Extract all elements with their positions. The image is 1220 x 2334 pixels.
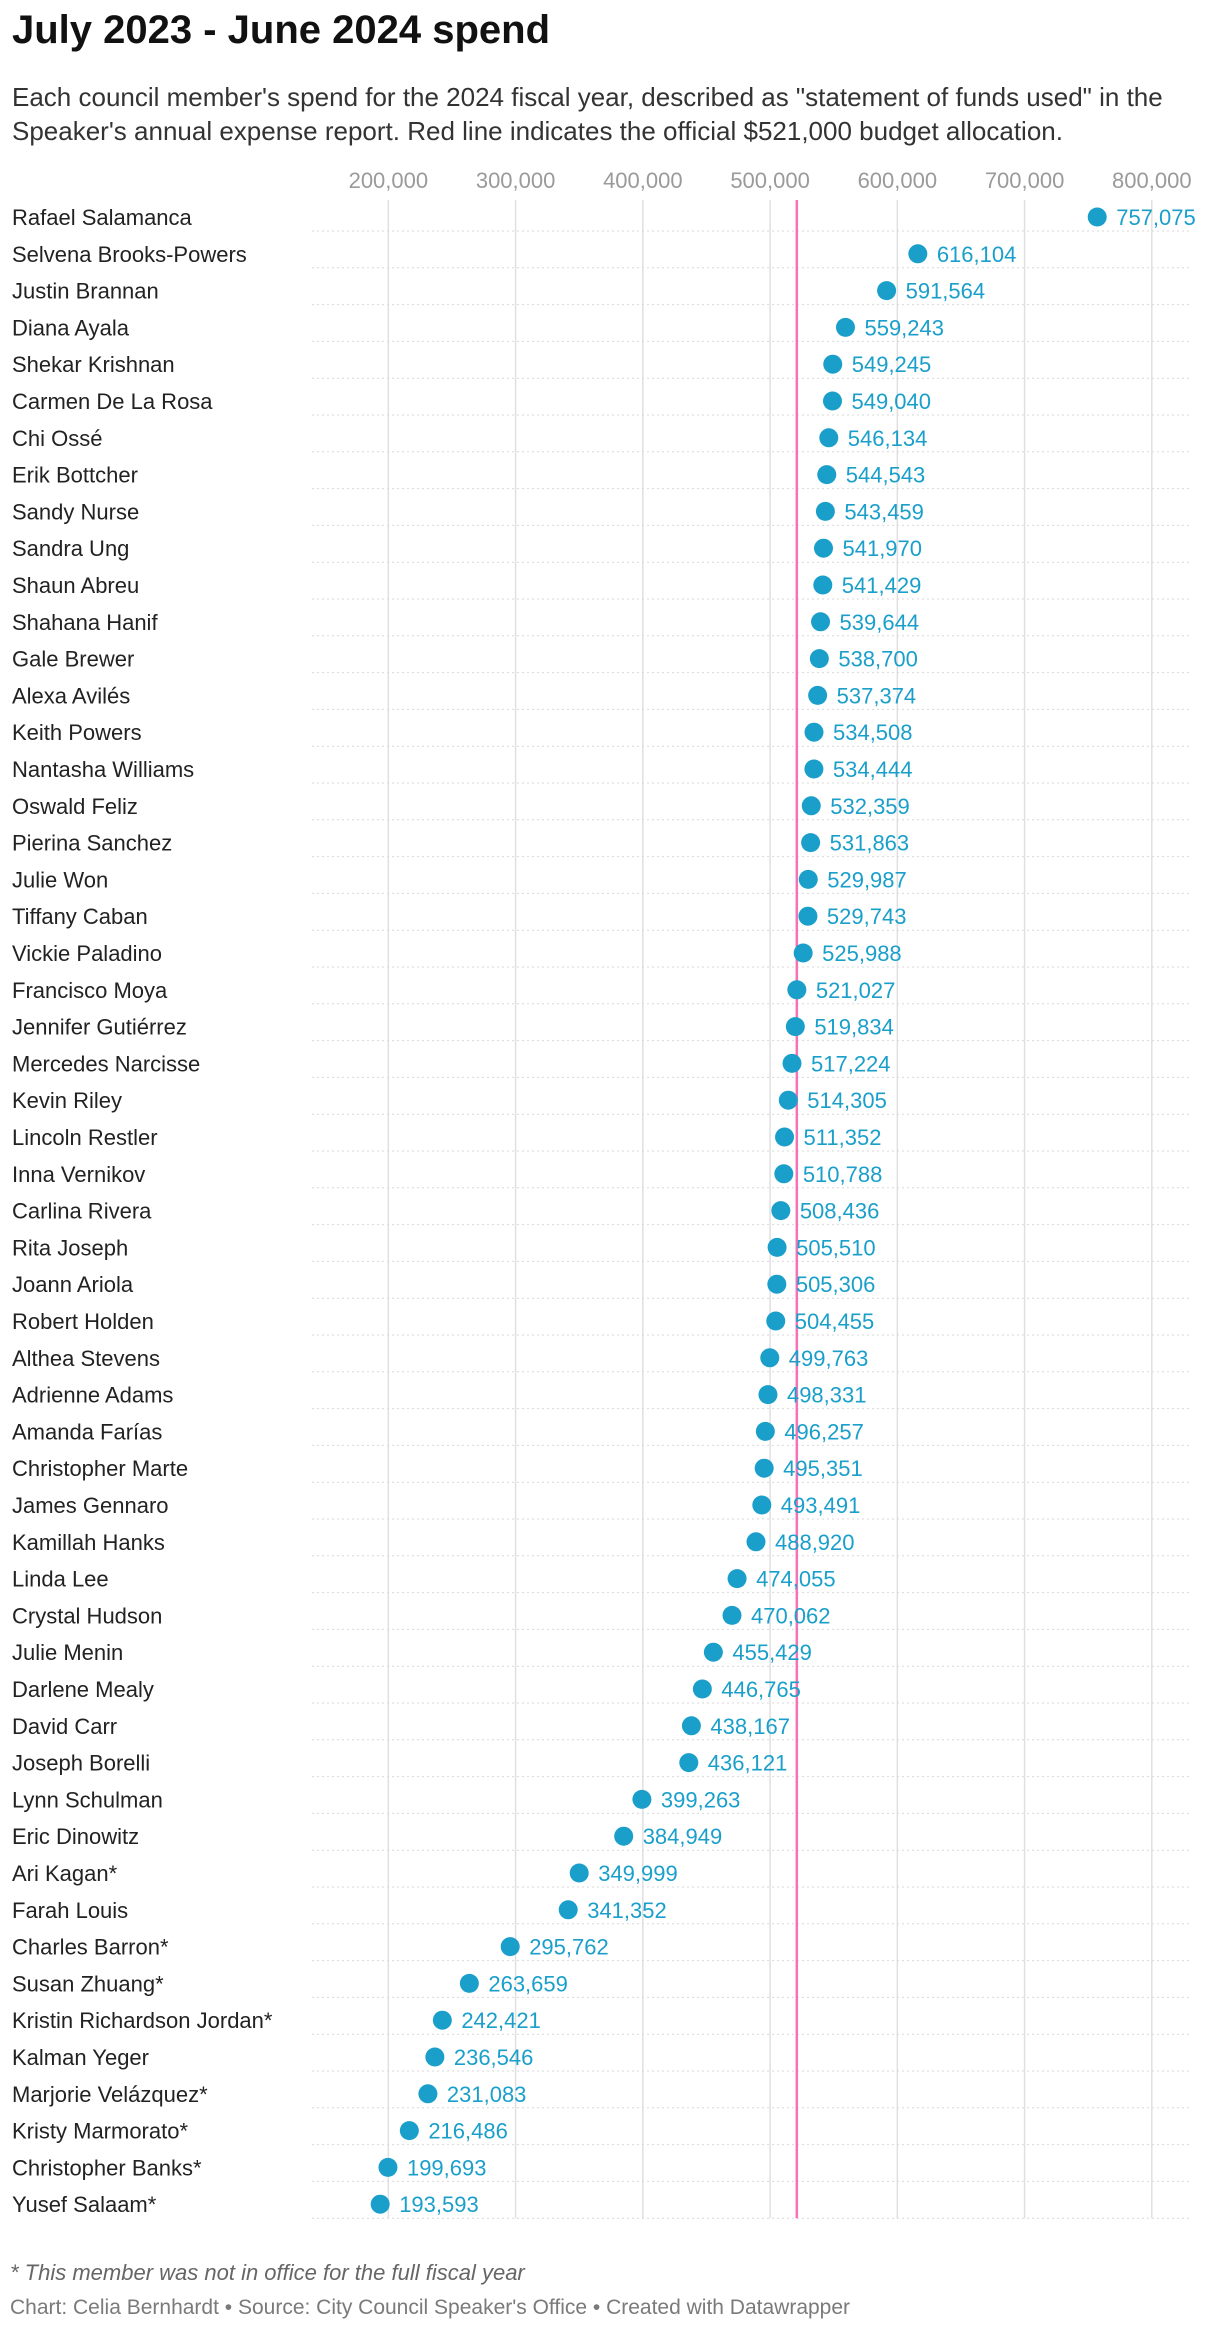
data-point (877, 281, 896, 300)
data-label: 539,644 (839, 609, 920, 635)
data-point (755, 1459, 774, 1478)
data-point (804, 723, 823, 742)
row-name-label: Shaun Abreu (12, 573, 140, 598)
data-point (771, 1201, 790, 1220)
row-name-label: Jennifer Gutiérrez (12, 1014, 187, 1040)
data-point (816, 502, 835, 521)
data-label: 295,762 (529, 1934, 609, 1960)
data-point (813, 576, 832, 595)
data-point (682, 1716, 701, 1735)
row-name-label: Joann Ariola (12, 1272, 134, 1298)
data-label: 438,167 (710, 1713, 790, 1739)
row-name-label: Kamillah Hanks (12, 1529, 165, 1555)
data-label: 543,459 (844, 499, 924, 525)
data-point (819, 428, 838, 447)
data-point (679, 1753, 698, 1772)
data-point (786, 1017, 805, 1036)
data-label: 493,491 (780, 1493, 861, 1518)
row-name-label: Kevin Riley (12, 1088, 123, 1114)
data-point (908, 244, 927, 263)
data-label: 529,743 (826, 904, 907, 930)
row-name-label: Shahana Hanif (12, 609, 158, 635)
row-name-label: Lynn Schulman (12, 1787, 163, 1813)
row-name-label: Joseph Borelli (12, 1750, 151, 1776)
data-point (693, 1680, 712, 1699)
data-point (400, 2121, 419, 2140)
data-label: 541,429 (841, 573, 922, 598)
data-point (802, 796, 821, 815)
x-tick-label: 200,000 (348, 168, 429, 193)
data-point (817, 465, 836, 484)
row-name-label: Carlina Rivera (12, 1198, 152, 1224)
row-name-label: James Gennaro (12, 1493, 169, 1518)
data-label: 399,263 (660, 1787, 741, 1813)
row-name-label: Darlene Mealy (12, 1677, 154, 1702)
data-label: 531,863 (829, 830, 910, 856)
data-label: 534,508 (832, 720, 913, 746)
row-name-label: Yusef Salaam* (12, 2192, 157, 2218)
chart-subtitle: Each council member's spend for the 2024 fiscal year, described as "statement of funds used" in the Speaker's annual expense report. Red line indicates the official $521,000 budget allocation. (12, 82, 1163, 146)
row-name-label: Inna Vernikov (12, 1161, 146, 1187)
data-point (799, 870, 818, 889)
data-label: 384,949 (642, 1824, 723, 1850)
data-point (1088, 208, 1107, 227)
row-name-label: Sandy Nurse (12, 499, 140, 525)
data-label: 263,659 (488, 1971, 568, 1997)
data-label: 514,305 (807, 1088, 887, 1114)
data-point (810, 649, 829, 668)
data-label: 505,306 (795, 1272, 876, 1298)
data-label: 499,763 (788, 1345, 869, 1371)
data-label: 549,245 (851, 352, 932, 378)
row-name-label: Gale Brewer (12, 646, 135, 672)
data-point (704, 1643, 723, 1662)
row-name-label: Marjorie Velázquez* (12, 2081, 208, 2107)
data-point (760, 1348, 779, 1367)
data-label: 519,834 (814, 1014, 894, 1040)
x-tick-label: 500,000 (730, 168, 810, 193)
row-name-label: Sandra Ung (12, 536, 130, 562)
data-point (823, 355, 842, 374)
row-name-label: Kristy Marmorato* (12, 2118, 189, 2144)
data-point (774, 1164, 793, 1183)
data-point (768, 1238, 787, 1257)
data-label: 498,331 (786, 1382, 867, 1408)
data-label: 474,055 (756, 1566, 836, 1592)
data-label: 525,988 (822, 941, 902, 966)
row-name-label: Carmen De La Rosa (12, 389, 213, 414)
data-point (460, 1974, 479, 1993)
row-name-label: Diana Ayala (12, 315, 130, 341)
data-label: 470,062 (750, 1603, 831, 1629)
row-name-label: Christopher Marte (12, 1456, 189, 1482)
data-label: 216,486 (428, 2118, 508, 2144)
row-name-label: Crystal Hudson (12, 1603, 163, 1629)
row-name-label: Rita Joseph (12, 1235, 129, 1261)
row-name-label: Charles Barron* (12, 1934, 169, 1960)
row-name-label: Francisco Moya (12, 977, 168, 1003)
credits-footer: Chart: Celia Bernhardt • Source: City Council Speaker's Office • Created with Datawrapper (10, 2296, 851, 2319)
chart-title: July 2023 - June 2024 spend (12, 8, 551, 52)
data-label: 544,543 (845, 462, 926, 488)
data-point (378, 2158, 397, 2177)
data-point (371, 2195, 390, 2214)
row-name-label: Tiffany Caban (12, 904, 148, 930)
row-name-label: Rafael Salamanca (12, 205, 192, 230)
row-name-label: Kristin Richardson Jordan* (12, 2008, 273, 2034)
data-label: 538,700 (838, 646, 918, 672)
data-label: 529,987 (827, 867, 907, 893)
row-name-label: Kalman Yeger (12, 2045, 149, 2070)
data-point (501, 1937, 520, 1956)
data-point (767, 1275, 786, 1294)
data-point (823, 392, 842, 411)
row-name-label: Julie Menin (12, 1640, 124, 1666)
data-point (570, 1864, 589, 1883)
data-label: 508,436 (799, 1198, 880, 1224)
data-point (808, 686, 827, 705)
row-name-label: Amanda Farías (12, 1419, 163, 1445)
data-label: 541,970 (842, 536, 923, 562)
footnote: * This member was not in office for the full fiscal year (10, 2260, 525, 2285)
row-name-label: Erik Bottcher (12, 462, 138, 488)
data-point (418, 2084, 437, 2103)
data-label: 349,999 (598, 1861, 678, 1886)
data-label: 559,243 (864, 315, 945, 341)
data-point (756, 1422, 775, 1441)
row-name-label: Mercedes Narcisse (12, 1051, 201, 1077)
row-name-label: Farah Louis (12, 1897, 129, 1923)
data-label: 446,765 (721, 1677, 801, 1702)
data-label: 236,546 (453, 2045, 534, 2070)
x-tick-label: 600,000 (857, 168, 938, 193)
data-label: 511,352 (803, 1125, 882, 1150)
row-name-label: Nantasha Williams (12, 757, 195, 782)
data-point (779, 1091, 798, 1110)
data-point (632, 1790, 651, 1809)
data-label: 537,374 (836, 683, 917, 709)
row-name-label: Pierina Sanchez (12, 830, 173, 856)
data-label: 242,421 (461, 2008, 541, 2034)
row-name-label: Ari Kagan* (12, 1861, 118, 1886)
data-point (836, 318, 855, 337)
row-name-label: Shekar Krishnan (12, 352, 175, 378)
data-label: 532,359 (830, 793, 910, 819)
data-point (801, 833, 820, 852)
x-tick-label: 800,000 (1112, 168, 1192, 193)
row-name-label: David Carr (12, 1713, 118, 1739)
row-name-label: Christopher Banks* (12, 2155, 202, 2181)
row-name-label: Keith Powers (12, 720, 142, 746)
data-point (728, 1569, 747, 1588)
data-label: 504,455 (794, 1309, 875, 1334)
row-name-label: Linda Lee (12, 1566, 109, 1592)
data-point (433, 2011, 452, 2030)
data-label: 488,920 (774, 1529, 855, 1555)
data-label: 505,510 (796, 1235, 876, 1261)
data-label: 510,788 (802, 1161, 883, 1187)
data-label: 199,693 (406, 2155, 487, 2181)
data-point (811, 612, 830, 631)
data-point (798, 907, 817, 926)
data-label: 341,352 (587, 1897, 667, 1923)
data-point (559, 1900, 578, 1919)
row-name-label: Althea Stevens (12, 1345, 160, 1371)
data-label: 549,040 (851, 389, 932, 414)
x-tick-label: 400,000 (603, 168, 683, 193)
data-label: 517,224 (811, 1051, 891, 1077)
row-name-label: Selvena Brooks-Powers (12, 241, 247, 267)
x-tick-label: 700,000 (984, 168, 1065, 193)
row-name-label: Chi Ossé (12, 425, 103, 451)
data-point (787, 980, 806, 999)
row-name-label: Susan Zhuang* (12, 1971, 164, 1997)
row-name-label: Justin Brannan (12, 278, 159, 304)
data-point (766, 1312, 785, 1331)
data-point (783, 1054, 802, 1073)
row-name-label: Adrienne Adams (12, 1382, 174, 1408)
data-label: 231,083 (446, 2081, 527, 2107)
data-point (758, 1385, 777, 1404)
x-tick-label: 300,000 (475, 168, 556, 193)
data-point (425, 2048, 444, 2067)
row-name-label: Robert Holden (12, 1309, 154, 1334)
data-point (752, 1496, 771, 1515)
data-point (746, 1532, 765, 1551)
row-name-label: Oswald Feliz (12, 793, 138, 819)
row-name-label: Julie Won (12, 867, 109, 893)
data-label: 534,444 (832, 757, 913, 782)
data-label: 591,564 (905, 278, 986, 304)
data-label: 496,257 (784, 1419, 864, 1445)
data-label: 495,351 (783, 1456, 863, 1482)
row-name-label: Alexa Avilés (12, 683, 131, 709)
row-name-label: Eric Dinowitz (12, 1824, 140, 1850)
data-point (794, 944, 813, 963)
x-axis-ticks (349, 168, 1192, 193)
row-name-label: Vickie Paladino (12, 941, 163, 966)
data-point (804, 760, 823, 779)
row-name-label: Lincoln Restler (12, 1125, 158, 1150)
data-point (722, 1606, 741, 1625)
data-label: 436,121 (707, 1750, 788, 1776)
data-label: 616,104 (936, 241, 1017, 267)
data-point (814, 539, 833, 558)
data-label: 546,134 (847, 425, 928, 451)
data-label: 193,593 (399, 2192, 479, 2218)
data-label: 521,027 (815, 977, 896, 1003)
data-label: 757,075 (1116, 205, 1196, 230)
gridlines (388, 200, 1151, 2218)
data-points (371, 205, 1196, 2217)
data-point (614, 1827, 633, 1846)
data-point (775, 1128, 794, 1147)
data-label: 455,429 (732, 1640, 812, 1666)
